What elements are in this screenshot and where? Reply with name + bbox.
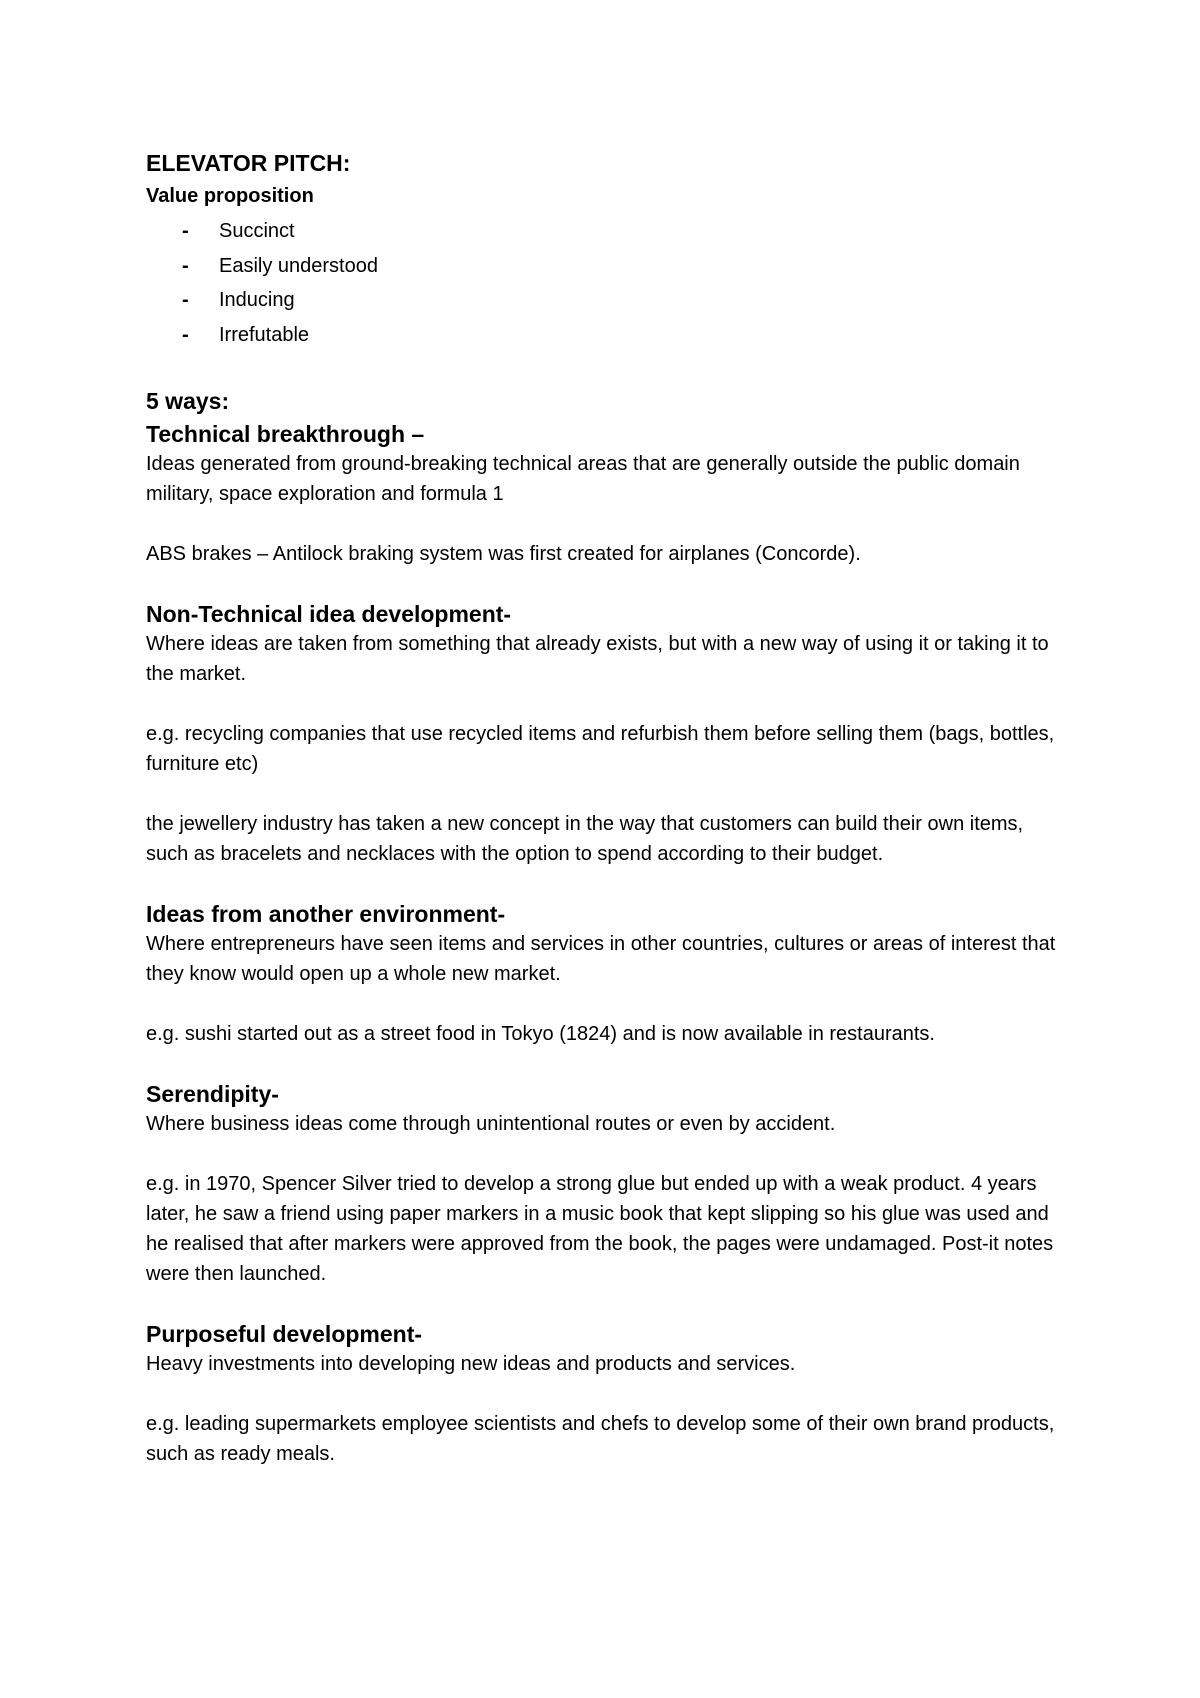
bullet-dash: - (182, 220, 189, 242)
section-paragraph: e.g. leading supermarkets employee scientists and chefs to develop some of their own brand products, such as ready meals. (146, 1413, 1055, 1465)
list-item (146, 283, 1066, 318)
section-paragraph: e.g. in 1970, Spencer Silver tried to develop a strong glue but ended up with a weak product. 4 years later, he saw a friend using paper markers in a music book that kept slipping so his glue was used and he realised that after markers were approved from the book, the pages were undamaged. Post-it notes were then launched. (146, 1173, 1054, 1285)
bullet-dash: - (182, 323, 189, 346)
ways-heading: 5 ways: (146, 388, 230, 414)
section-heading: Serendipity- (146, 1081, 279, 1107)
document-title: ELEVATOR PITCH: (146, 150, 351, 176)
list-item (146, 249, 1066, 284)
list-item (146, 214, 1066, 249)
list-item-text: Easily understood (219, 254, 378, 277)
section-paragraph: Where business ideas come through unintentional routes or even by accident. (146, 1113, 836, 1135)
bullet-dash: - (182, 254, 189, 277)
section-heading: Ideas from another environment- (146, 901, 506, 927)
section-paragraph: Where entrepreneurs have seen items and services in other countries, cultures or areas of interest that they know would open up a whole new market. (146, 933, 1056, 985)
section-heading: Purposeful development- (146, 1321, 423, 1347)
value-proposition-heading: Value proposition (146, 185, 314, 207)
section-technical-breakthrough (146, 419, 1066, 569)
list-item-text: Irrefutable (219, 323, 310, 346)
section-paragraph: the jewellery industry has taken a new concept in the way that customers can build their own items, such as bracelets and necklaces with the option to spend according to their budget. (146, 813, 1024, 865)
bullet-dash: - (182, 289, 189, 311)
section-paragraph: e.g. recycling companies that use recycled items and refurbish them before selling them (bags, bottles, furniture etc) (146, 723, 1055, 775)
value-proposition-list (146, 214, 1066, 352)
list-item-text: Inducing (219, 289, 295, 311)
section-paragraph: ABS brakes – Antilock braking system was first created for airplanes (Concorde). (146, 543, 861, 565)
section-serendipity (146, 1079, 1066, 1289)
section-non-technical-idea-development (146, 599, 1066, 869)
section-paragraph: Heavy investments into developing new ideas and products and services. (146, 1353, 796, 1375)
section-purposeful-development (146, 1319, 1066, 1469)
document-page (146, 148, 1066, 1469)
section-paragraph: e.g. sushi started out as a street food in Tokyo (1824) and is now available in restaurants. (146, 1023, 935, 1045)
list-item-text: Succinct (219, 220, 295, 242)
section-paragraph: Ideas generated from ground-breaking technical areas that are generally outside the public domain military, space exploration and formula 1 (146, 453, 1020, 505)
section-paragraph: Where ideas are taken from something that already exists, but with a new way of using it or taking it to the market. (146, 633, 1049, 685)
list-item (146, 318, 1066, 353)
section-ideas-from-another-environment (146, 899, 1066, 1049)
section-heading: Technical breakthrough – (146, 421, 425, 447)
section-heading: Non-Technical idea development- (146, 601, 512, 627)
